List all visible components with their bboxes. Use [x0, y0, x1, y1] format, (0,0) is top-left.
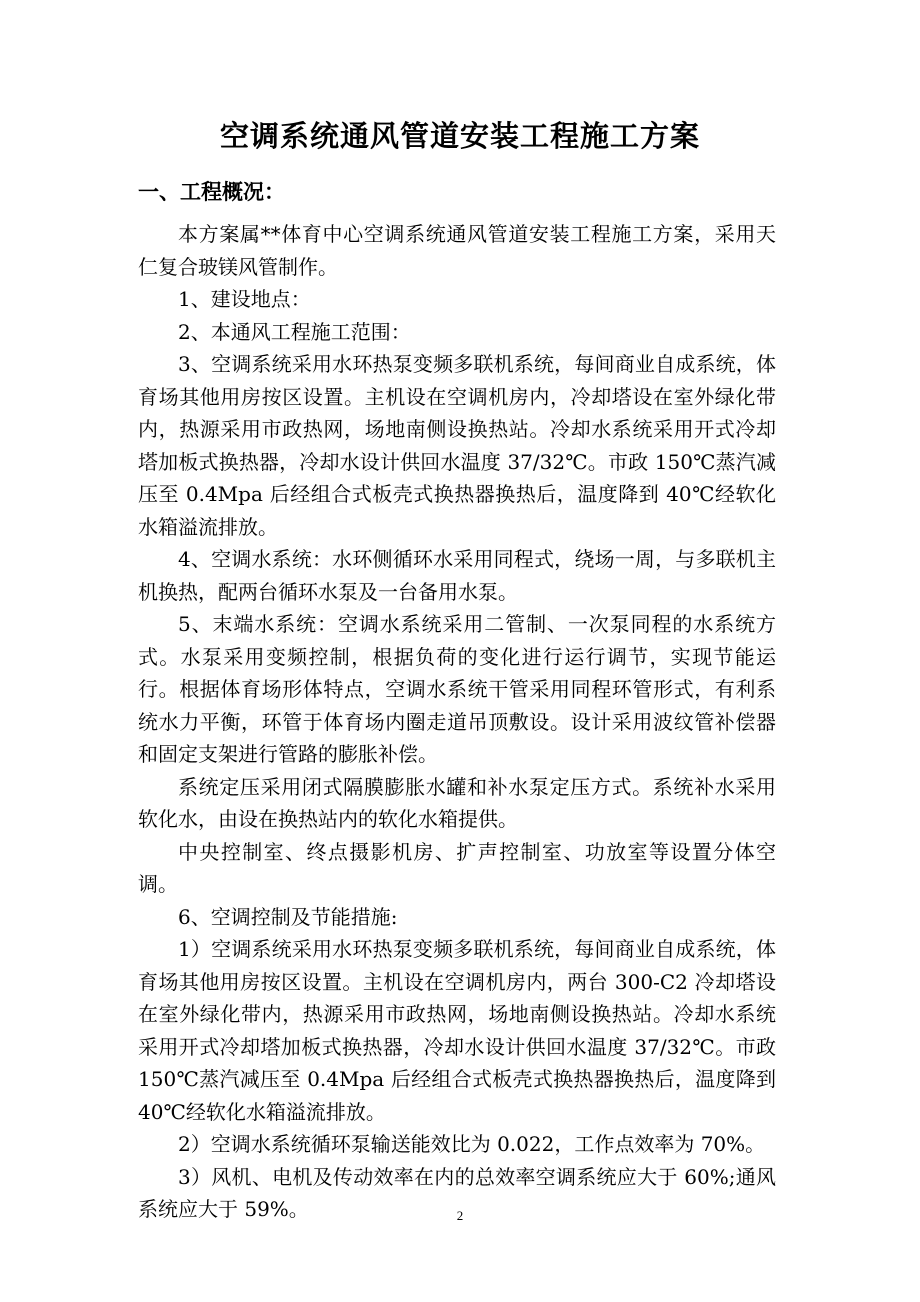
paragraph-scope: 2、本通风工程施工范围：: [178, 319, 411, 344]
document-body: [138, 218, 776, 1226]
paragraph-split-ac: 中央控制室、终点摄影机房、扩声控制室、功放室等设置分体空调。: [138, 839, 776, 896]
paragraph-control-heading: 6、空调控制及节能措施:: [178, 904, 398, 929]
paragraph-ac-system: 3、空调系统采用水环热泵变频多联机系统，每间商业自成系统，体育场其他用房按区设置。主机设在空调机房内，冷却塔设在室外绿化带内，热源采用市政热网，场地南侧设换热站。冷却水系统采用开式冷却塔加板式换热器，冷却水设计供回水温度 37/32℃。市政 150℃蒸汽减压至 0.4Mpa 后经组合式板壳式换热器换热后，温度降到 40℃经软化水箱溢流排放。: [138, 352, 776, 539]
page-number: 2: [456, 1208, 464, 1223]
paragraph-location: 1、建设地点：: [178, 287, 311, 311]
paragraph-control-2: 2）空调水系统循环泵输送能效比为 0.022，工作点效率为 70%。: [178, 1132, 766, 1156]
paragraph-pressure: 系统定压采用闭式隔膜膨胀水罐和补水泵定压方式。系统补水采用软化水，由设在换热站内的软化水箱提供。: [138, 774, 776, 831]
paragraph-terminal-water: 5、末端水系统：空调水系统采用二管制、一次泵同程的水系统方式。水泵采用变频控制，根据负荷的变化进行运行调节，实现节能运行。根据体育场形体特点，空调水系统干管采用同程环管形式，有利系统水力平衡，环管于体育场内圈走道吊顶敷设。设计采用波纹管补偿器和固定支架进行管路的膨胀补偿。: [138, 612, 776, 766]
paragraph-control-1: 1）空调系统采用水环热泵变频多联机系统，每间商业自成系统，体育场其他用房按区设置。主机设在空调机房内，两台 300-C2 冷却塔设在室外绿化带内，热源采用市政热网，场地南侧设换热站。冷却水系统采用开式冷却塔加板式换热器，冷却水设计供回水温度 37/32℃。市政 150℃蒸汽减压至 0.4Mpa 后经组合式板壳式换热器换热后，温度降到 40℃经软化水箱溢流排放。: [138, 937, 776, 1124]
paragraph-intro: 本方案属**体育中心空调系统通风管道安装工程施工方案，采用天仁复合玻镁风管制作。: [138, 222, 776, 279]
document-title: 空调系统通风管道安装工程施工方案: [219, 119, 700, 153]
paragraph-ac-water: 4、空调水系统：水环侧循环水采用同程式，绕场一周，与多联机主机换热，配两台循环水泵及一台备用水泵。: [138, 547, 776, 604]
paragraph-control-3: 3）风机、电机及传动效率在内的总效率空调系统应大于 60%;通风系统应大于 59%。: [138, 1164, 776, 1221]
section-heading: 一、工程概况：: [138, 179, 285, 204]
